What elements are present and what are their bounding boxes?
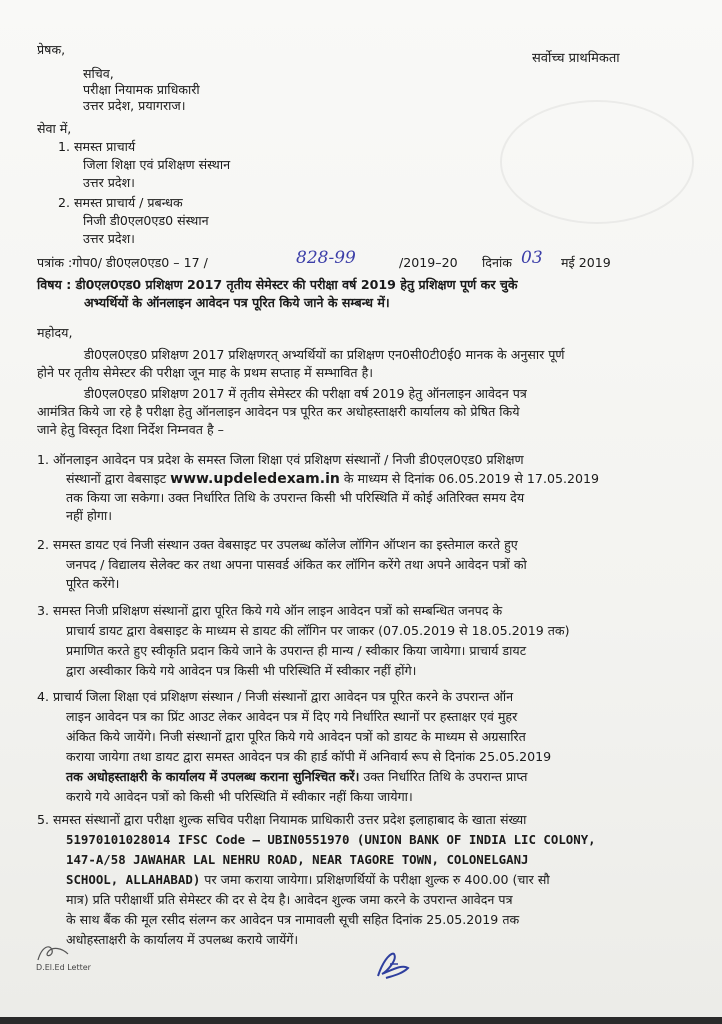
- bank-account-line: 51970101028014 IFSC Code – UBIN0551970 (UNION BANK OF INDIA LIC COLONY,: [66, 832, 596, 847]
- footer-label: D.El.Ed Letter: [36, 963, 91, 972]
- recipient-1-state: उत्तर प्रदेश।: [83, 175, 135, 190]
- item-1-line-2: [66, 471, 599, 487]
- handwritten-date: 03: [521, 248, 543, 268]
- sender-title: सचिव,: [83, 66, 114, 81]
- item-3-line-4: द्वारा अस्वीकार किये गये आवेदन पत्र किसी भी परिस्थिति में स्वीकार नहीं होंगे।: [66, 663, 417, 678]
- intro-para-2-line-2: आमंत्रित किये जा रहे है परीक्षा हेतु ऑनलाइन आवेदन पत्र पूरित कर अधोहस्ताक्षरी कार्यालय को प्रेषित किये: [37, 404, 520, 419]
- recipient-2-office: निजी डी0एल0एड0 संस्थान: [83, 213, 209, 228]
- recipient-label: सेवा में,: [37, 121, 72, 136]
- intro-para-2-line-3: जाने हेतु विस्तृत दिशा निर्देश निम्नवत है –: [37, 422, 224, 437]
- item-4-line-6: कराये गये आवेदन पत्रों को किसी भी परिस्थिति में स्वीकार नहीं किया जायेगा।: [66, 789, 413, 804]
- recipient-2-title: 2. समस्त प्राचार्य / प्रबन्धक: [58, 195, 183, 210]
- recipient-1-title: 1. समस्त प्राचार्य: [58, 139, 136, 154]
- item-3-line-2: प्राचार्य डायट द्वारा वेबसाइट के माध्यम से डायट की लॉगिन पर जाकर (07.05.2019 से 18.05.2019 तक): [66, 623, 570, 638]
- item-3-line-3: प्रमाणित करते हुए स्वीकृति प्रदान किये जाने के उपरान्त ही मान्य / स्वीकार किया जायेगा। प्राचार्य डायट: [66, 643, 527, 658]
- recipient-2-state: उत्तर प्रदेश।: [83, 231, 135, 246]
- website-url: www.updeledexam.in: [170, 471, 340, 487]
- item-4-deadline-emphasis: तक अधोहस्ताक्षरी के कार्यालय में उपलब्ध कराना सुनिश्चित करें।: [66, 769, 360, 784]
- item-4-text-b: उक्त निर्धारित तिथि के उपरान्त प्राप्त: [359, 769, 528, 784]
- item-1-text-b: के माध्यम से दिनांक 06.05.2019 से 17.05.2019: [339, 471, 600, 486]
- item-5-line-7: अधोहस्ताक्षरी के कार्यालय में उपलब्ध कराये जायेंगें।: [66, 932, 299, 947]
- sender-location: उत्तर प्रदेश, प्रयागराज।: [83, 98, 186, 113]
- item-3-line-1: 3. समस्त निजी प्रशिक्षण संस्थानों द्वारा पूरित किये गये ऑन लाइन आवेदन पत्रों को सम्बन्धित जनपद के: [37, 603, 503, 618]
- item-4-line-1: 4. प्राचार्य जिला शिक्षा एवं प्रशिक्षण संस्थान / निजी संस्थानों द्वारा आवेदन पत्र पूरित करने के उपरान्त ऑन: [37, 689, 514, 704]
- handwritten-letter-number: 828-99: [296, 248, 356, 268]
- subject-line-2: अभ्यर्थियों के ऑनलाइन आवेदन पत्र पूरित किये जाने के सम्बन्ध में।: [84, 295, 390, 310]
- footer-doodle-icon: [34, 942, 74, 964]
- intro-para-2-line-1: डी0एल0एड0 प्रशिक्षण 2017 में तृतीय सेमेस्टर की परीक्षा वर्ष 2019 हेतु ऑनलाइन आवेदन पत्र: [84, 386, 527, 401]
- intro-para-1-line-2: होने पर तृतीय सेमेस्टर की परीक्षा जून माह के प्रथम सप्ताह में सम्भावित है।: [37, 365, 374, 380]
- item-5-line-4: [66, 872, 550, 888]
- item-4-line-2: लाइन आवेदन पत्र का प्रिंट आउट लेकर आवेदन पत्र में दिए गये निर्धारित स्थानों पर हस्ताक्षर एवं मुहर: [66, 709, 518, 724]
- sender-label: प्रेषक,: [37, 42, 66, 57]
- item-4-line-5: [66, 769, 528, 785]
- session-year: /2019–20: [399, 255, 458, 270]
- item-1-line-4: नहीं होगा।: [66, 508, 113, 523]
- item-5-line-6: के साथ बैंक की मूल रसीद संलग्न कर आवेदन पत्र नामावली सूची सहित दिनांक 25.05.2019 तक: [66, 912, 520, 927]
- item-2-line-2: जनपद / विद्यालय सेलेक्ट कर तथा अपना पासवर्ड अंकित कर लॉगिन करेंगे तथा अपने आवेदन पत्रों को: [66, 557, 527, 572]
- salutation: महोदय,: [37, 325, 73, 340]
- intro-para-1-line-1: डी0एल0एड0 प्रशिक्षण 2017 प्रशिक्षणरत् अभ्यर्थियों का प्रशिक्षण एन0सी0टी0ई0 मानक के अनुसार पूर्ण: [84, 347, 565, 362]
- item-4-line-4: कराया जायेगा तथा डायट द्वारा समस्त आवेदन पत्र की हार्ड कॉपी में अनिवार्य रूप से दिनांक 25.05.2019: [66, 749, 552, 764]
- item-2-line-1: 2. समस्त डायट एवं निजी संस्थान उक्त वेबसाइट पर उपलब्ध कॉलेज लॉगिन ऑप्शन का इस्तेमाल करते हुए: [37, 537, 518, 552]
- item-5-line-5: मात्र) प्रति परीक्षार्थी प्रति सेमेस्टर की दर से देय है। आवेदन शुल्क जमा करने के उपरान्त आवेदन पत्र: [66, 892, 513, 907]
- sender-office: परीक्षा नियामक प्राधिकारी: [83, 82, 200, 97]
- signature-mark: [372, 950, 414, 982]
- date-label: दिनांक: [482, 255, 512, 270]
- item-1-line-3: तक किया जा सकेगा। उक्त निर्धारित तिथि के उपरान्त किसी भी परिस्थिति में कोई अतिरिक्त समय देय: [66, 490, 525, 505]
- subject-line-1: विषय : डी0एल0एड0 प्रशिक्षण 2017 तृतीय सेमेस्टर की परीक्षा वर्ष 2019 हेतु प्रशिक्षण पूर्ण कर चुके: [37, 277, 518, 292]
- bottom-edge: [0, 1017, 722, 1024]
- faint-seal: [500, 100, 694, 224]
- reference-number: पत्रांक :गोप0/ डी0एल0एड0 – 17 /: [37, 255, 208, 270]
- item-5-text-b: पर जमा कराया जायेगा। प्रशिक्षणर्थियों के परीक्षा शुल्क रु 400.00 (चार सौ: [200, 872, 550, 887]
- date-month-year: मई 2019: [561, 255, 611, 270]
- bank-address-end: SCHOOL, ALLAHABAD): [66, 872, 201, 887]
- recipient-1-office: जिला शिक्षा एवं प्रशिक्षण संस्थान: [83, 157, 231, 172]
- item-5-line-1: 5. समस्त संस्थानों द्वारा परीक्षा शुल्क सचिव परीक्षा नियामक प्राधिकारी उत्तर प्रदेश इलाहाबाद के खाता संख्या: [37, 812, 527, 827]
- priority-label: सर्वोच्च प्राथमिकता: [532, 51, 620, 66]
- item-1-line-1: 1. ऑनलाइन आवेदन पत्र प्रदेश के समस्त जिला शिक्षा एवं प्रशिक्षण संस्थानों / निजी डी0एल0एड0 प्रशिक्षण: [37, 452, 524, 467]
- bank-address-line: 147-A/58 JAWAHAR LAL NEHRU ROAD, NEAR TAGORE TOWN, COLONELGANJ: [66, 852, 529, 867]
- item-1-text-a: संस्थानों द्वारा वेबसाइट: [66, 471, 171, 486]
- item-4-line-3: अंकित किये जायेंगे। निजी संस्थानों द्वारा पूरित किये गये आवेदन पत्रों को डायट के माध्यम से अग्रसारित: [66, 729, 526, 744]
- item-2-line-3: पूरित करेंगे।: [66, 576, 120, 591]
